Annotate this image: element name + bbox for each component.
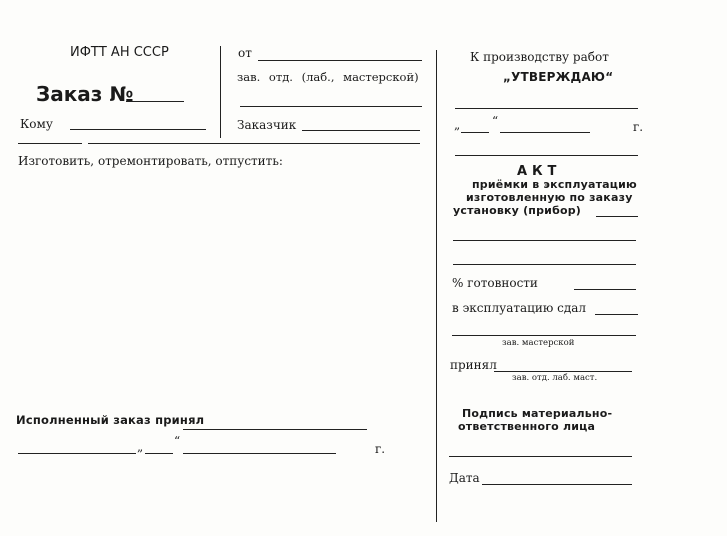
sign-title-2: ответственного лица bbox=[458, 420, 596, 433]
make-text: Изготовить, отремонтировать, отпустить: bbox=[18, 154, 283, 168]
approve-signature-field[interactable] bbox=[455, 108, 638, 109]
date-label: Дата bbox=[449, 471, 480, 485]
act-subtitle-3: установку (прибор) bbox=[453, 204, 582, 217]
to-field-2[interactable] bbox=[18, 143, 82, 144]
device-field[interactable] bbox=[596, 216, 638, 217]
divider-left-middle bbox=[220, 46, 221, 138]
received-field[interactable] bbox=[183, 429, 367, 430]
dept-label: зав. отд. (лаб., мастерской) bbox=[237, 70, 419, 84]
readiness-field[interactable] bbox=[574, 289, 636, 290]
approve-quote-open: „ bbox=[454, 118, 461, 132]
approve-day-field[interactable] bbox=[461, 132, 489, 133]
divider-right-section bbox=[436, 50, 437, 522]
from-label: от bbox=[238, 46, 252, 60]
handed-field[interactable] bbox=[595, 314, 638, 315]
received-year-mark: г. bbox=[375, 442, 386, 456]
received-signature-field[interactable] bbox=[18, 453, 136, 454]
accepted-field[interactable] bbox=[494, 371, 632, 372]
approve-extra-field[interactable] bbox=[455, 155, 638, 156]
dept-caption: зав. отд. лаб. маст. bbox=[512, 373, 598, 383]
date-field[interactable] bbox=[482, 484, 632, 485]
approve-year-mark: г. bbox=[633, 120, 644, 134]
received-quote-open: „ bbox=[137, 440, 144, 454]
customer-field[interactable] bbox=[302, 130, 420, 131]
received-month-field[interactable] bbox=[183, 453, 336, 454]
received-text: Исполненный заказ принял bbox=[16, 413, 205, 427]
sign-title-1: Подпись материально- bbox=[462, 407, 613, 420]
workshop-signature-field[interactable] bbox=[452, 335, 636, 336]
signature-field[interactable] bbox=[449, 456, 632, 457]
handed-label: в эксплуатацию сдал bbox=[452, 301, 587, 315]
order-number-field[interactable] bbox=[126, 101, 184, 102]
org-name: ИФТТ АН СССР bbox=[70, 45, 169, 60]
accepted-label: принял bbox=[450, 358, 497, 372]
customer-field-2[interactable] bbox=[88, 143, 420, 144]
order-title: Заказ № bbox=[36, 82, 134, 106]
approve-label: „УТВЕРЖДАЮ“ bbox=[503, 70, 614, 84]
customer-label: Заказчик bbox=[237, 118, 297, 132]
production-label: К производству работ bbox=[470, 50, 609, 64]
act-subtitle-1: приёмки в эксплуатацию bbox=[472, 178, 637, 191]
to-field[interactable] bbox=[70, 129, 206, 130]
act-title: А К Т bbox=[517, 164, 557, 179]
to-label: Кому bbox=[20, 117, 53, 131]
received-day-field[interactable] bbox=[145, 453, 173, 454]
dept-field[interactable] bbox=[240, 106, 422, 107]
approve-month-field[interactable] bbox=[500, 132, 590, 133]
device-field-3[interactable] bbox=[453, 264, 636, 265]
from-field[interactable] bbox=[258, 60, 422, 61]
device-field-2[interactable] bbox=[453, 240, 636, 241]
readiness-label: % готовности bbox=[452, 276, 538, 290]
act-subtitle-2: изготовленную по заказу bbox=[466, 191, 633, 204]
workshop-caption: зав. мастерской bbox=[502, 338, 575, 348]
approve-quote-close: “ bbox=[492, 114, 499, 128]
received-quote-close: “ bbox=[174, 434, 181, 448]
